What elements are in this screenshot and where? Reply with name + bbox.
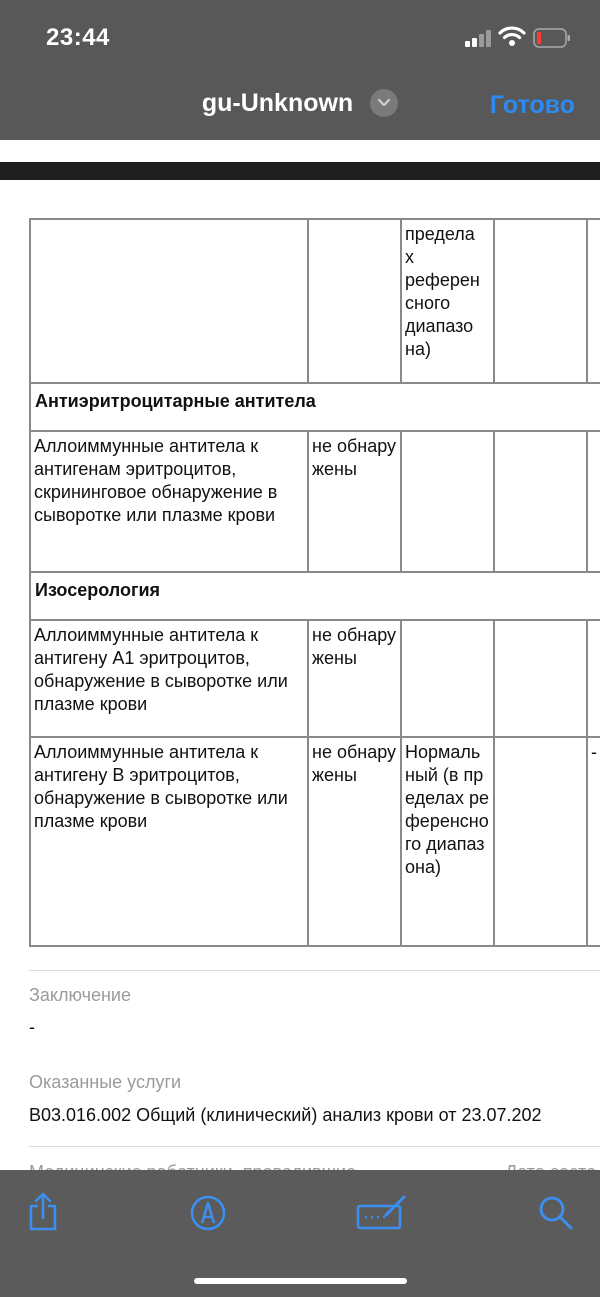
results-table <box>29 218 600 947</box>
table-cell <box>587 219 600 383</box>
markup-icon[interactable] <box>189 1192 227 1232</box>
table-cell <box>494 737 587 946</box>
table-row <box>30 219 600 383</box>
result-cell: не обнаружены <box>308 620 401 737</box>
table-cell <box>494 219 587 383</box>
table-cell: - <box>587 737 600 946</box>
table-cell <box>494 431 587 572</box>
share-icon[interactable] <box>26 1192 60 1232</box>
table-row <box>30 737 600 946</box>
chevron-down-icon[interactable] <box>370 89 398 117</box>
status-time: 23:44 <box>46 24 110 51</box>
table-row <box>30 431 600 572</box>
table-cell <box>587 431 600 572</box>
table-cell <box>308 219 401 383</box>
search-icon[interactable] <box>538 1192 574 1232</box>
table-cell <box>401 431 494 572</box>
done-button[interactable]: Готово <box>489 91 575 119</box>
table-cell <box>587 620 600 737</box>
test-name-cell: Аллоиммунные антитела к антигену A1 эритроцитов, обнаружение в сыворотке или плазме крови <box>30 620 308 737</box>
document-page[interactable] <box>0 180 600 1180</box>
document-title-text: gu-Unknown <box>201 88 354 117</box>
signature-icon[interactable] <box>356 1192 408 1232</box>
test-name-cell: Аллоиммунные антитела к антигенам эритроцитов, скрининговое обнаружение в сыворотке или плазме крови <box>30 431 308 572</box>
section-heading: Антиэритроцитарные антитела <box>30 383 600 431</box>
table-cell <box>494 620 587 737</box>
section-heading: Изосерология <box>30 572 600 620</box>
result-cell: не обнаружены <box>308 431 401 572</box>
table-row <box>30 620 600 737</box>
divider <box>29 1146 600 1147</box>
table-cell <box>401 620 494 737</box>
services-label: Оказанные услуги <box>29 1072 182 1092</box>
test-name-cell: Аллоиммунные антитела к антигену B эритроцитов, обнаружение в сыворотке или плазме крови <box>30 737 308 946</box>
table-cell <box>30 219 308 383</box>
result-cell: не обнаружены <box>308 737 401 946</box>
interpretation-cell: Нормальный (в пределах референсного диапазона) <box>401 737 494 946</box>
divider <box>29 970 600 971</box>
conclusion-value: - <box>29 1017 35 1037</box>
section-row <box>30 572 600 620</box>
table-cell: предела х референ сного диапазо на) <box>401 219 494 383</box>
section-row <box>30 383 600 431</box>
battery-icon <box>533 28 571 48</box>
top-bar <box>0 0 600 140</box>
cellular-signal-icon <box>465 30 491 47</box>
wifi-icon <box>498 25 526 47</box>
conclusion-label: Заключение <box>29 985 131 1005</box>
document-top-edge <box>0 162 600 180</box>
home-indicator[interactable] <box>194 1278 407 1284</box>
services-value: B03.016.002 Общий (клинический) анализ крови от 23.07.202 <box>29 1105 542 1125</box>
